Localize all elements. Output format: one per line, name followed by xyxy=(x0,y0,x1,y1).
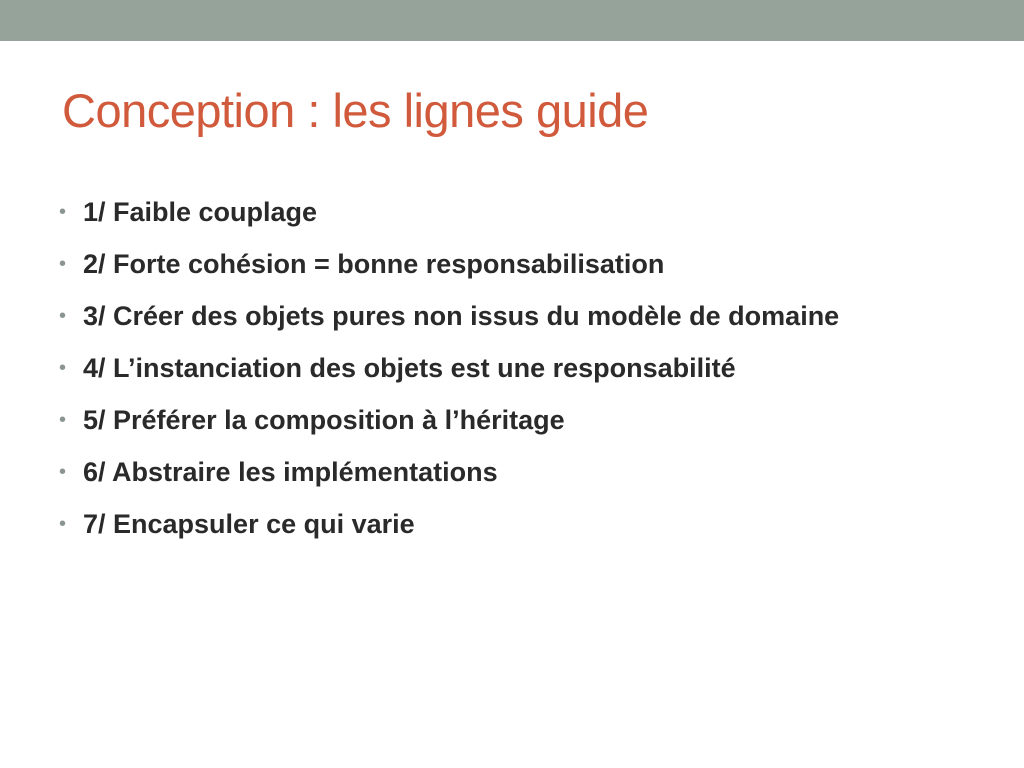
bullet-text: 7/ Encapsuler ce qui varie xyxy=(83,509,415,539)
slide-title: Conception : les lignes guide xyxy=(62,84,649,137)
bullet-dot-icon: • xyxy=(59,513,67,535)
bullet-text: 4/ L’instanciation des objets est une responsabilité xyxy=(83,353,736,383)
bullet-item-3 xyxy=(56,296,936,336)
bullet-dot-icon: • xyxy=(59,409,67,431)
bullet-text: 1/ Faible couplage xyxy=(83,197,318,227)
bullet-item-7 xyxy=(56,504,936,544)
top-color-band xyxy=(0,0,1024,41)
bullet-dot-icon: • xyxy=(59,461,67,483)
bullet-item-1 xyxy=(56,192,936,232)
bullet-item-4 xyxy=(56,348,936,388)
bullet-dot-icon: • xyxy=(59,253,67,275)
bullet-item-2 xyxy=(56,244,936,284)
bullet-text: 3/ Créer des objets pures non issus du modèle de domaine xyxy=(83,301,840,331)
bullet-text: 5/ Préférer la composition à l’héritage xyxy=(83,405,565,435)
bullet-dot-icon: • xyxy=(59,357,67,379)
bullet-text: 6/ Abstraire les implémentations xyxy=(83,457,498,487)
bullet-item-5 xyxy=(56,400,936,440)
bullet-list xyxy=(56,192,936,556)
bullet-text: 2/ Forte cohésion = bonne responsabilisation xyxy=(83,249,665,279)
bullet-dot-icon: • xyxy=(59,201,67,223)
bullet-dot-icon: • xyxy=(59,305,67,327)
bullet-item-6 xyxy=(56,452,936,492)
